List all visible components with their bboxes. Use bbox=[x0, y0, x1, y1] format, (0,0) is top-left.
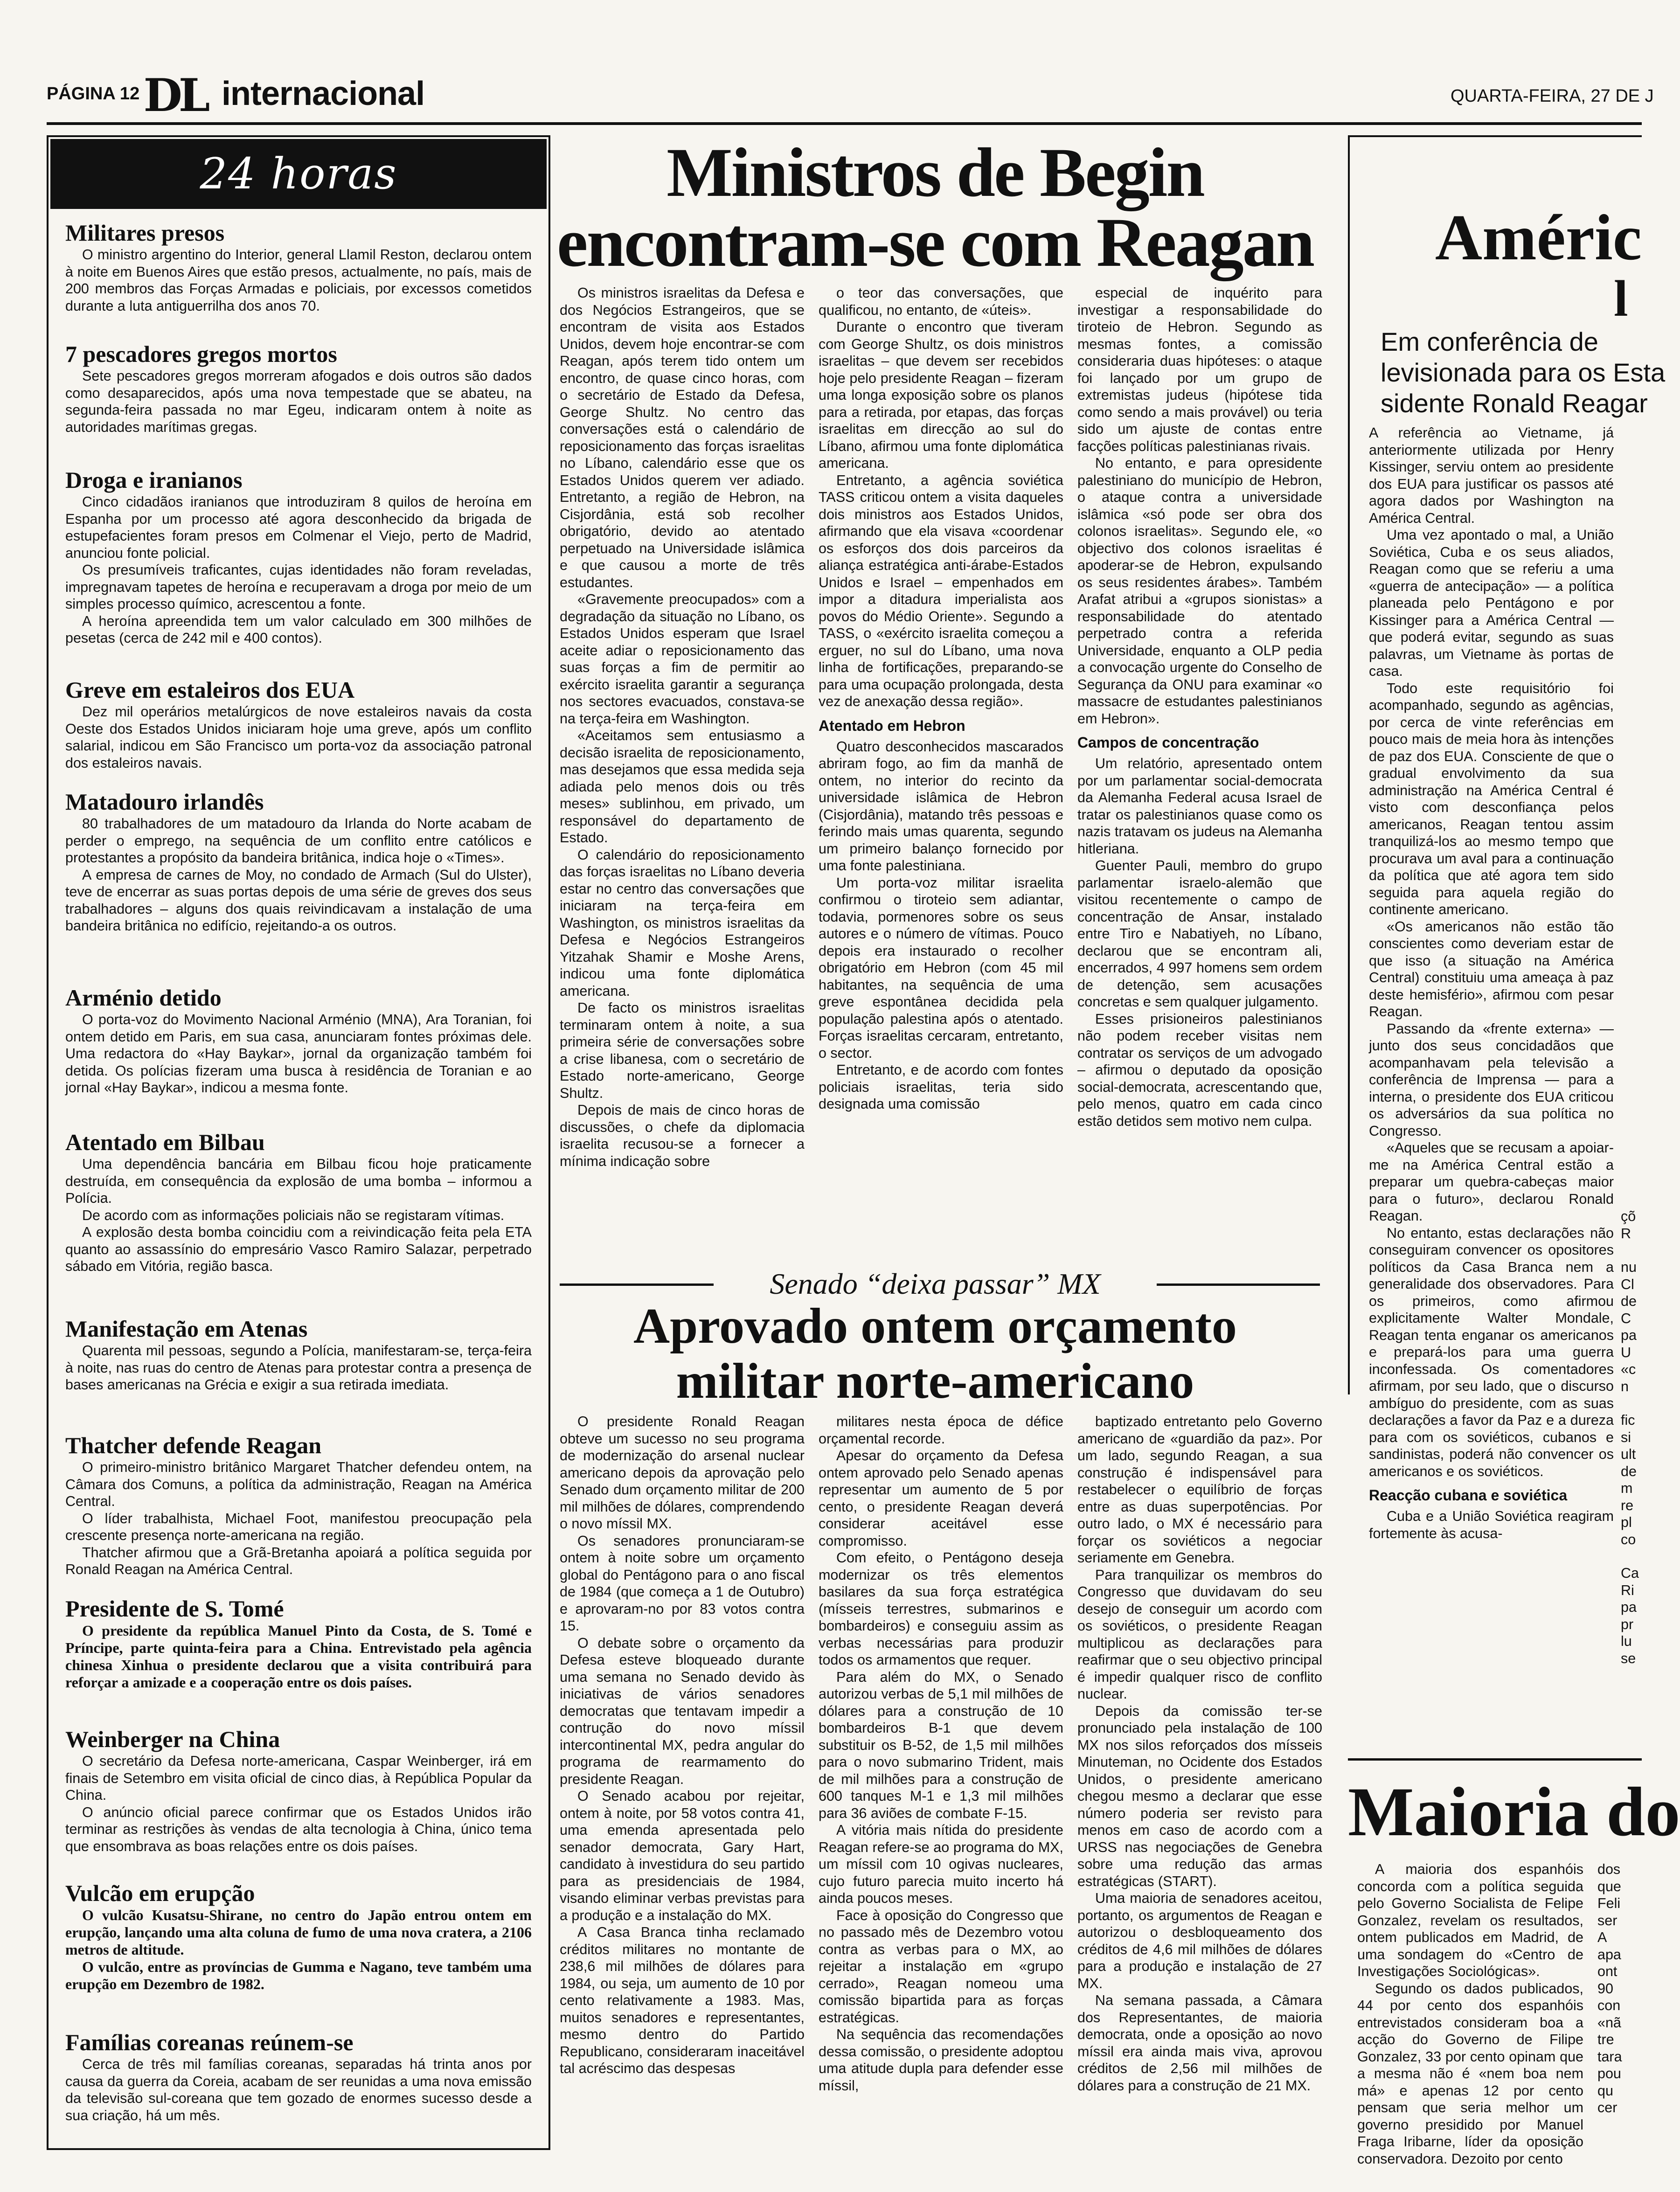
brief-text: O ministro argentino do Interior, general Llamil Reston, declarou ontem à noite em Buenos Aires que estão presos, actualmente, no país, mais de 200 membros das Forças Armadas e policiais, por excessos cometidos durante a luta antiguerrilha dos anos 70. bbox=[65, 247, 532, 314]
fragment: co bbox=[1621, 1531, 1636, 1547]
fragment: con bbox=[1597, 1998, 1621, 2013]
brief-text: Uma dependência bancária em Bilbau ficou hoje praticamente destruída, em consequência da explosão de uma bomba – informou a Polícia. bbox=[65, 1156, 532, 1206]
paragraph: Todo este requisitório foi acompanhado, segundo as agências, por cerca de vinte referências em pouco mais de meia hora às intenções de paz dos EUA. Consciente de que o gradual envolvimento da sua administração na América Central é visto com desconfiança pelos americanos, Reagan tentou assim tranquilizá-los ao mesmo tempo que procurava um aval para a continuação da política que até agora tem sido seguida para aquela região do continente americano. bbox=[1369, 680, 1614, 917]
paragraph: Um porta-voz militar israelita confirmou o tiroteio sem adiantar, todavia, pormenores sobre os seus autores e o número de vítimas. Pouco depois era instaurado o recolher obrigatório em Hebron (com 45 mil habitantes, na sequência de uma greve espontânea decidida pela população palestina após o atentado. Forças israelitas cercaram, entretanto, o sector. bbox=[819, 874, 1063, 1061]
fragment: nu bbox=[1621, 1259, 1637, 1275]
fragment: pa bbox=[1621, 1599, 1637, 1615]
brief-title: Weinberger na China bbox=[65, 1726, 280, 1752]
deck-line: Em conferência de bbox=[1381, 327, 1598, 356]
fragment: lu bbox=[1621, 1633, 1632, 1649]
sidebar-banner: 24 horas bbox=[50, 139, 547, 209]
paragraph: No entanto, estas declarações não conseguiram convencer os opositores políticos da Casa Branca nem a generalidade dos observadores. Para os primeiros, como afirmou explicitamente Walter Mondale, Reagan tenta enganar os americanos e prepará-los para uma guerra inconfessada. Os comentadores afirmam, por seu lado, que o discurso ambíguo do presidente, com as suas declarações a favor da Paz e a dureza para com os soviéticos, cubanos e sandinistas, poderá não convencer os americanos e os soviéticos. bbox=[1369, 1225, 1614, 1479]
brief-text: Os presumíveis traficantes, cujas identidades não foram reveladas, impregnavam tapetes de heroína e recuperavam a droga por meio de um simples processo químico, acrescentou a fonte. bbox=[65, 562, 532, 612]
paragraph: A referência ao Vietname, já anteriormente utilizada por Henry Kissinger, serviu ontem ao presidente dos EUA para justificar os passos até agora dados por Washington na América Central. bbox=[1369, 425, 1614, 526]
brief-text: O presidente da república Manuel Pinto da Costa, de S. Tomé e Príncipe, parte quinta-feira para a China. Entrevistado pela agência chinesa Xinhua o presidente declarou que a visita contribuirá para reforçar a amizade e a cooperação entre os dois países. bbox=[65, 1622, 532, 1691]
brief-title: Manifestação em Atenas bbox=[65, 1316, 308, 1342]
fragment: çõ bbox=[1621, 1208, 1636, 1224]
brief-title: Matadouro irlandês bbox=[65, 789, 264, 815]
paragraph: No entanto, e para opresidente palestiniano do município de Hebron, o ataque contra a universidade islâmica «só pode ser obra dos colonos israelitas». Segundo ele, «o objectivo dos colonos israelitas é apoderar-se de Hebron, expulsando os seus residentes árabes». Também Arafat atribui a «grupos sionistas» a responsabilidade do atentado perpetrado contra a referida Universidade, enquanto a OLP pedia a convocação urgente do Conselho de Segurança da ONU para examinar «o massacre de estudantes palestinianos em Hebron». bbox=[1077, 455, 1322, 727]
right-headline-text: Améric bbox=[1435, 201, 1642, 274]
paragraph: baptizado entretanto pelo Governo americano de «guardião da paz». Por um lado, segundo Reagan, a sua construção é indispensável para restabelecer o equilíbrio de forças entre as duas superpotências. Por outro lado, o MX é necessário para forçar os soviéticos a negociar seriamente em Genebra. bbox=[1077, 1414, 1322, 1566]
fragment: ser bbox=[1597, 1912, 1618, 1928]
fragment: tre bbox=[1597, 2032, 1614, 2047]
brief-text: Sete pescadores gregos morreram afogados e dois outros são dados como desaparecidos, após uma nova tempestade que se abateu, na segunda-feira passada no mar Egeu, indicaram ontem à noite as autoridades marítimas gregas. bbox=[65, 368, 532, 435]
brief-weinberger bbox=[65, 1726, 532, 1855]
fragment: ult bbox=[1621, 1446, 1636, 1462]
paragraph: «Gravemente preocupados» com a degradação da situação no Líbano, os Estados Unidos esperam que Israel aceite adiar o reposicionamento das suas forças a fim de permitir ao exército israelita garantir a segurança nos sectores evacuados, constava-se na terça-feira em Washington. bbox=[560, 591, 805, 727]
paragraph: Um relatório, apresentado ontem por um parlamentar social-democrata da Alemanha Federal acusa Israel de tratar os palestinianos quase como os nazis tratavam os judeus na Alemanha hitleriana. bbox=[1077, 756, 1322, 857]
brief-text: O secretário da Defesa norte-americana, Caspar Weinberger, irá em finais de Setembro em visita oficial de cinco dias, à República Popular da China. bbox=[65, 1753, 532, 1803]
brief-text: Thatcher afirmou que a Grã-Bretanha apoiará a política seguida por Ronald Reagan na América Central. bbox=[65, 1544, 532, 1577]
subheading: Atentado em Hebron bbox=[819, 717, 965, 734]
paragraph: Entretanto, a agência soviética TASS criticou ontem a visita daqueles dois ministros aos Estados Unidos, afirmando que ela visava «coordenar os esforços dos dois parceiros da aliança estratégica anti-árabe-Estados Unidos e Israel – empenhados em impor a ditadura imperialista aos povos do Médio Oriente». Segundo a TASS, o «exército israelita começou a erguer, no sul do Líbano, uma nova linha de fortificações, preparando-se para uma ocupação prolongada, desta vez de anexação dessa região». bbox=[819, 472, 1063, 709]
paragraph: Depois da comissão ter-se pronunciado pela instalação de 100 MX nos silos reforçados dos mísseis Minuteman, no Ocidente dos Estados Unidos, o presidente americano chegou mesmo a declarar que esse número poderia ser revisto para menos em caso de acordo com a URSS nas negociações de Genebra sobre uma redução das armas estratégicas (START). bbox=[1077, 1703, 1322, 1889]
fragment: re bbox=[1621, 1497, 1634, 1513]
right-column bbox=[1369, 424, 1614, 1542]
brief-text: O primeiro-ministro britânico Margaret Thatcher defendeu ontem, na Câmara dos Comuns, a política da administração, Reagan na América Central. bbox=[65, 1459, 532, 1509]
paragraph: Durante o encontro que tiveram com George Shultz, os dois ministros israelitas – que devem ser recebidos hoje pelo presidente Reagan – fizeram uma longa exposição sobre os planos para a retirada, por etapas, das forças israelitas em direcção ao sul do Líbano, afirmou uma fonte diplomática americana. bbox=[819, 319, 1063, 471]
fragment: de bbox=[1621, 1293, 1637, 1309]
brief-pescadores bbox=[65, 340, 532, 436]
issue-date: QUARTA-FEIRA, 27 DE J bbox=[1451, 86, 1654, 106]
fragment: si bbox=[1621, 1429, 1631, 1445]
subheading: Campos de concentração bbox=[1077, 734, 1259, 751]
maioria-rule bbox=[1348, 1758, 1642, 1761]
second-headline bbox=[550, 1299, 1320, 1409]
fragment: U bbox=[1621, 1344, 1631, 1360]
fragment: Cl bbox=[1621, 1276, 1634, 1292]
paragraph: Passando da «frente externa» — junto dos seus concidadãos que acompanhavam pela televisão a conferência de Imprensa — para a interna, o presidente dos EUA criticou os adversários da sua política no Congresso. bbox=[1369, 1020, 1614, 1139]
brief-sao-tome bbox=[65, 1595, 532, 1691]
maioria-fragments bbox=[1597, 1861, 1642, 2116]
fragment: dos bbox=[1597, 1861, 1621, 1877]
brief-text: O vulcão, entre as províncias de Gumma e Nagano, teve também uma erupção em Dezembro de 1982. bbox=[65, 1958, 532, 1992]
fragment: Ri bbox=[1621, 1582, 1634, 1598]
brief-text: O vulcão Kusatsu-Shirane, no centro do Japão entrou ontem em erupção, lançando uma alta coluna de fumo de uma nova cratera, a 2106 metros de altitude. bbox=[65, 1907, 532, 1958]
fragment: R bbox=[1621, 1225, 1631, 1242]
brief-atenas bbox=[65, 1315, 532, 1394]
fragment: n bbox=[1621, 1378, 1629, 1394]
deck-line: levisionada para os Esta bbox=[1381, 358, 1666, 387]
paragraph: Para tranquilizar os membros do Congresso que duvidavam do seu desejo de conseguir um acordo com os soviéticos, o presidente Reagan multiplicou as declarações para reafirmar que o seu objectivo principal é impedir qualquer risco de conflito nuclear. bbox=[1077, 1567, 1322, 1702]
paragraph: A vitória mais nítida do presidente Reagan refere-se ao programa do MX, um míssil com 10 ogivas nucleares, cujo futuro parecia muito incerto há ainda poucos meses. bbox=[819, 1822, 1063, 1906]
brief-text: 80 trabalhadores de um matadouro da Irlanda do Norte acabam de perder o emprego, na sequência de um conflito entre católicos e protestantes a propósito da bandeira britânica, indica hoje o «Times». bbox=[65, 816, 532, 866]
paragraph: O Senado acabou por rejeitar, ontem à noite, por 58 votos contra 41, uma emenda apresentada pelo senador democrata, Gary Hart, candidato à investidura do seu partido para as presidenciais de 1984, visando eliminar verbas previstas para a produção e a instalação do MX. bbox=[560, 1788, 805, 1923]
paragraph: Apesar do orçamento da Defesa ontem aprovado pelo Senado apenas representar um aumento de 5 por cento, o presidente Reagan deverá considerar aceitável esse compromisso. bbox=[819, 1448, 1063, 1549]
paragraph: o teor das conversações, que qualificou, no entanto, de «úteis». bbox=[819, 285, 1063, 318]
paragraph: Segundo os dados publicados, 44 por cento dos espanhóis entrevistados consideram boa a acção do Governo de Filipe Gonzalez, 33 por cento opinam que a mesma não é «nem boa nem má» e apenas 12 por cento pensam que seria melhor um governo presidido por Manuel Fraga Iribarne, líder da oposição conservadora. Dezoito por cento bbox=[1357, 1980, 1583, 2167]
right-deck bbox=[1381, 326, 1666, 419]
fragment: tara bbox=[1597, 2048, 1622, 2065]
second-headline-line1: Aprovado ontem orçamento bbox=[633, 1298, 1237, 1354]
lead-headline-line1: Ministros de Begin bbox=[666, 134, 1204, 211]
right-headline bbox=[1353, 201, 1642, 275]
paragraph: «Aqueles que se recusam a apoiar-me na América Central estão a preparar um quebra-cabeças maior para o futuro», declarou Ronald Reagan. bbox=[1369, 1140, 1614, 1224]
second-headline-line2: militar norte-americano bbox=[676, 1353, 1194, 1409]
brief-title: Arménio detido bbox=[65, 985, 222, 1011]
brief-title: Atentado em Bilbau bbox=[65, 1129, 265, 1155]
paragraph: Com efeito, o Pentágono deseja modernizar os três elementos basilares da sua força estratégica (mísseis terrestres, submarinos e bombardeiros) e conseguiu assim as verbas necessárias para produzir todos os armamentos que requer. bbox=[819, 1550, 1063, 1668]
brief-title: Presidente de S. Tomé bbox=[65, 1595, 284, 1622]
second-column-1 bbox=[560, 1413, 805, 2077]
brief-title: Vulcão em erupção bbox=[65, 1880, 255, 1906]
paragraph: Para além do MX, o Senado autorizou verbas de 5,1 mil milhões de dólares para a construção de 10 bombardeiros B-1 que devem substituir os B-52, de 1,5 mil milhões para o novo submarino Trident, mais de mil milhões para a construção de 600 tanques M-1 e 1,3 mil milhões para 36 aviões de combate F-15. bbox=[819, 1669, 1063, 1821]
paragraph: A Casa Branca tinha reclamado créditos militares no montante de 238,6 mil milhões de dólares para 1984, ou seja, um aumento de 10 por cento relativamente a 1983. Mas, muitos senadores e representantes, mesmo dentro do Partido Republicano, consideraram inaceitável tal acréscimo das despesas bbox=[560, 1924, 805, 2076]
brief-title: Militares presos bbox=[65, 220, 225, 246]
newspaper-logo: DL bbox=[143, 69, 207, 122]
fragment: fic bbox=[1621, 1412, 1635, 1428]
maioria-headline: Maioria do bbox=[1348, 1773, 1680, 1851]
brief-text: Dez mil operários metalúrgicos de nove estaleiros navais da costa Oeste dos Estados Unidos iniciaram hoje uma greve, após um conflito salarial, indicou em São Francisco um porta-voz da associação patronal dos estaleiros navais. bbox=[65, 704, 532, 771]
section-title: internacional bbox=[222, 75, 425, 112]
paragraph: especial de inquérito para investigar a responsabilidade do tiroteio de Hebron. Segundo as mesmas fontes, a comissão consideraria duas hipóteses: o ataque foi lançado por um grupo de extremistas judeus (hipótese tida como sendo a mais provável) ou teria sido um ajuste de contas entre facções políticas palestinianas rivais. bbox=[1077, 285, 1322, 454]
brief-title: Famílias coreanas reúnem-se bbox=[65, 2029, 354, 2055]
paragraph: militares nesta época de défice orçamental recorde. bbox=[819, 1414, 1063, 1447]
paragraph: «Aceitamos sem entusiasmo a decisão israelita de reposicionamento, mas desejamos que essa medida seja adiada pelo menos dois ou três meses» sublinhou, em privado, um responsável do departamento de Estado. bbox=[560, 728, 805, 846]
brief-text: A empresa de carnes de Moy, no condado de Armach (Sul do Ulster), teve de encerrar as suas portas depois de uma série de greves dos seus trabalhadores – alguns dos quais reivindicavam a instalação de uma bandeira britânica no edifício, rejeitando-a os outros. bbox=[65, 867, 532, 934]
fragment: que bbox=[1597, 1878, 1621, 1894]
lead-headline bbox=[550, 134, 1320, 281]
paragraph: Face à oposição do Congresso que no passado mês de Dezembro votou contra as verbas para o MX, ao rejeitar a instalação em «grupo cerrado», Reagan nomeou uma comissão bipartida para as forças estratégicas. bbox=[819, 1907, 1063, 2026]
fragment: apa bbox=[1597, 1946, 1621, 1963]
fragment: pa bbox=[1621, 1327, 1637, 1343]
right-headline-line2: l bbox=[1614, 270, 1628, 327]
brief-text: O líder trabalhista, Michael Foot, manifestou preocupação pela crescente presença norte-americana na região. bbox=[65, 1510, 532, 1543]
paragraph: O calendário do reposicionamento das forças israelitas no Líbano deveria estar no centro das conversações que iniciaram na terça-feira em Washington, os ministros israelitas da Defesa e Negócios Estrangeiros Yitzahak Shamir e Moshe Arens, indicou uma fonte diplomática americana. bbox=[560, 846, 805, 999]
brief-text: A explosão desta bomba coincidiu com a reivindicação feita pela ETA quanto ao assassínio do empresário Vasco Ramiro Salazar, perpetrado sábado em Vitória, região basca. bbox=[65, 1224, 532, 1274]
brief-text: Quarenta mil pessoas, segundo a Polícia, manifestaram-se, terça-feira à noite, nas ruas do centro de Atenas para protestar contra a presença de bases americanas na Grécia e exigir a sua retirada imediata. bbox=[65, 1343, 532, 1393]
brief-greve bbox=[65, 676, 532, 771]
fragment: m bbox=[1621, 1480, 1633, 1496]
paragraph: Os senadores pronunciaram-se ontem à noite sobre um orçamento global do Pentágono para o ano fiscal de 1984 (que começa a 1 de Outubro) e aprovaram-no por 83 votos contra 15. bbox=[560, 1533, 805, 1634]
brief-text: Cerca de três mil famílias coreanas, separadas há trinta anos por causa da guerra da Coreia, acabam de ser reunidas a uma nova emissão da televisão sul-coreana que tem gozado de enormes sucesso desde a sua criação, há um mês. bbox=[65, 2056, 532, 2123]
brief-text: A heroína apreendida tem um valor calculado em 300 milhões de pesetas (cerca de 242 mil e 400 contos). bbox=[65, 613, 532, 646]
page-number: PÁGINA 12 bbox=[47, 84, 140, 104]
paragraph: Quatro desconhecidos mascarados abriram fogo, ao fim da manhã de ontem, no interior do recinto da universidade islâmica de Hebron (Cisjordânia), matando três pessoas e ferindo mais umas quarenta, segundo um primeiro balanço fornecido por uma fonte palestiniana. bbox=[819, 738, 1063, 874]
paragraph: Esses prisioneiros palestinianos não podem receber visitas nem contratar os serviços de um advogado – afirmou o deputado da oposição social-democrata, acrescentando que, pelo menos, quatro em cada cinco estão detidos sem motivo nem culpa. bbox=[1077, 1011, 1322, 1129]
second-column-2 bbox=[819, 1413, 1063, 2094]
subheading: Reacção cubana e soviética bbox=[1369, 1487, 1568, 1504]
fragment: «c bbox=[1621, 1361, 1636, 1377]
brief-vulcao bbox=[65, 1880, 532, 1993]
deck-line: sidente Ronald Reagar bbox=[1381, 388, 1648, 418]
paragraph: Na semana passada, a Câmara dos Representantes, de maioria democrata, onde a oposição ao novo míssil era ainda mais viva, aprovou créditos de 2,56 mil milhões de dólares para a construção de 21 MX. bbox=[1077, 1992, 1322, 2094]
brief-title: 7 pescadores gregos mortos bbox=[65, 341, 337, 367]
brief-text: De acordo com as informações policiais não se registaram vítimas. bbox=[82, 1207, 505, 1223]
maioria-column bbox=[1357, 1861, 1583, 2167]
second-column-3 bbox=[1077, 1413, 1322, 2094]
fragment: Feli bbox=[1597, 1895, 1621, 1911]
brief-militares-presos bbox=[65, 219, 532, 314]
brief-text: Cinco cidadãos iranianos que introduziram 8 quilos de heroína em Espanha por um processo até agora desconhecido da brigada de estupefacientes foram presos em Colmenar el Viejo, perto de Madrid, anunciou fonte policial. bbox=[65, 494, 532, 561]
brief-text: O porta-voz do Movimento Nacional Arménio (MNA), Ara Toranian, foi ontem detido em Paris, em sua casa, anunciaram fontes próximas dele. Uma redactora do «Hay Baykar», jornal da organização também foi detida. Os polícias fizeram uma busca à residência de Toranian e ao jornal «Hay Baykar», indicou a mesma fonte. bbox=[65, 1012, 532, 1096]
paragraph: A maioria dos espanhóis concorda com a política seguida pelo Governo Socialista de Felipe Gonzalez, revelam os resultados, ontem publicados em Madrid, de uma sondagem do «Centro de Investigações Sociológicas». bbox=[1357, 1861, 1583, 1979]
fragment: C bbox=[1621, 1310, 1631, 1326]
brief-title: Droga e iranianos bbox=[65, 467, 243, 493]
paragraph: Entretanto, e de acordo com fontes policiais israelitas, teria sido designada uma comissão bbox=[819, 1062, 1063, 1112]
brief-bilbau bbox=[65, 1129, 532, 1275]
paragraph: O presidente Ronald Reagan obteve um sucesso no seu programa de modernização do arsenal nuclear americano depois da aprovação pelo Senado dum orçamento militar de 200 mil milhões de dólares, comprendendo o novo míssil MX. bbox=[560, 1414, 805, 1532]
fragment: 90 bbox=[1597, 1980, 1613, 1997]
brief-matadouro bbox=[65, 788, 532, 935]
fragment: pou bbox=[1597, 2066, 1621, 2081]
lead-headline-line2: encontram-se com Reagan bbox=[556, 204, 1314, 281]
header-rule bbox=[47, 122, 1642, 125]
paragraph: Os ministros israelitas da Defesa e dos Negócios Estrangeiros, que se encontram de visita aos Estados Unidos, devem hoje encontrar-se com Reagan, após terem tido ontem um encontro, de quase cinco horas, com o secretário de Estado da Defesa, George Shultz. No centro das conversações está o calendário de reposicionamento das forças israelitas no Líbano, calendário esse que os Estados Unidos querem ver adiado. Entretanto, a região de Hebron, na Cisjordânia, está sob recolher obrigatório, devido ao atentado perpetuado na Universidade islâmica e que causou a morte de três estudantes. bbox=[560, 285, 805, 590]
paragraph: Guenter Pauli, membro do grupo parlamentar israelo-alemão que visitou recentemente o campo de concentração de Ansar, instalado entre Tiro e Nabatiyeh, no Líbano, declarou que se encontram ali, encerrados, 4 997 homens sem ordem de detenção, sem acusações concretas e sem qualquer julgamento. bbox=[1077, 858, 1322, 1010]
paragraph: O debate sobre o orçamento da Defesa esteve bloqueado durante uma semana no Senado devido às iniciativas de vários senadores democratas que tentavam impedir a contrução do novo míssil intercontinental MX, pedra angular do programa de rearmamento do presidente Reagan. bbox=[560, 1635, 805, 1787]
brief-thatcher bbox=[65, 1432, 532, 1578]
lead-column-1 bbox=[560, 284, 805, 1170]
fragment: se bbox=[1621, 1650, 1636, 1666]
fragment: de bbox=[1621, 1463, 1637, 1479]
right-column-fragments bbox=[1621, 1208, 1642, 1667]
paragraph: Uma maioria de senadores aceitou, portanto, os argumentos de Reagan e autorizou o desbloqueamento dos créditos de 4,6 mil milhões de dólares para a produção e instalação de 27 MX. bbox=[1077, 1890, 1322, 1991]
brief-title: Greve em estaleiros dos EUA bbox=[65, 677, 355, 703]
brief-armenio bbox=[65, 984, 532, 1096]
fragment: qu bbox=[1597, 2082, 1613, 2099]
brief-text: O anúncio oficial parece confirmar que os Estados Unidos irão terminar as restrições às vendas de alta tecnologia à China, único tema que ensombrava as boas relações entre os dois países. bbox=[65, 1804, 532, 1854]
brief-droga bbox=[65, 466, 532, 647]
paragraph: Na sequência das recomendações dessa comissão, o presidente adoptou uma atitude dupla para defender esse míssil, bbox=[819, 2026, 1063, 2094]
paragraph: Uma vez apontado o mal, a União Soviética, Cuba e os seus aliados, Reagan como que se referiu a uma «guerra de antecipação» — a política planeada pelo Pentágono e por Kissinger para a América Central — que poderá evitar, segundo as suas palavras, um Vietname às portas de casa. bbox=[1369, 527, 1614, 679]
fragment: pr bbox=[1621, 1616, 1634, 1632]
fragment: ont bbox=[1597, 1963, 1618, 1979]
brief-coreanas bbox=[65, 2029, 532, 2124]
paragraph: «Os americanos não estão tão conscientes como deveriam estar de que isso (a situação na América Central) constituiu uma ameaça à paz deste hemisfério», afirmou com pesar Reagan. bbox=[1369, 918, 1614, 1020]
second-kicker: Senado “deixa passar” MX bbox=[770, 1267, 1101, 1300]
fragment: cer bbox=[1597, 2100, 1618, 2116]
fragment: Ca bbox=[1621, 1565, 1639, 1581]
paragraph: Cuba e a União Soviética reagiram fortemente às acusa- bbox=[1369, 1508, 1614, 1541]
paragraph: Depois de mais de cinco horas de discussões, o chefe da diplomacia israelita recusou-se a fornecer a mínima indicação sobre bbox=[560, 1102, 805, 1169]
fragment: A bbox=[1597, 1929, 1607, 1945]
lead-column-2 bbox=[819, 284, 1063, 1113]
fragment: pl bbox=[1621, 1514, 1632, 1530]
fragment: «nã bbox=[1597, 2014, 1621, 2031]
lead-column-3 bbox=[1077, 284, 1322, 1130]
paragraph: De facto os ministros israelitas terminaram ontem à noite, a sua primeira série de conversações sobre a crise libanesa, com o secretário de Estado norte-americano, George Shultz. bbox=[560, 1000, 805, 1101]
brief-title: Thatcher defende Reagan bbox=[65, 1432, 322, 1458]
